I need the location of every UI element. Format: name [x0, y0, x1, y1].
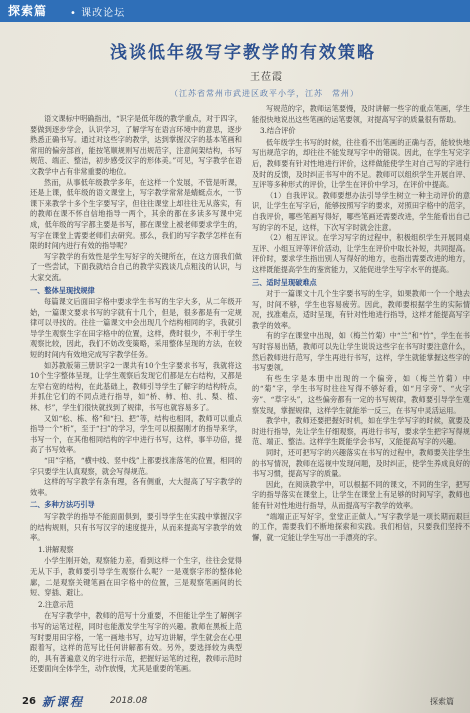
paragraph: 因此，在阅读教学中，可以根据不同的课文，不同的生字，把写字的指导落实在课堂上，让学生在课堂上有足够的时间写字，教师也能有针对性地进行指导，从而提高写字教学的效率。 — [252, 479, 470, 510]
subsection-name: • 课改论坛 — [70, 8, 126, 19]
paragraph: 有的字在课堂中出现，如（梅兰竹菊）中“兰”和“竹”，学生在书写时容易出错，教师可以先让学生说说这些字在书写时要注意什么，然后教师进行范写，学生再进行书写，这样，学生就能掌握这些字的书写要领。 — [252, 331, 470, 373]
paragraph: “端端正正写好字，堂堂正正做人。”写字教学是一项长期而艰巨的工作，需要我们不断地探索和实践。我们相信，只要我们坚持不懈，就一定能让学生写出一手漂亮的字。 — [252, 511, 470, 542]
paragraph: 同时，还可把写字的兴趣落实在书写的过程中，教师要关注学生的书写情况，教师在巡视中发现问题，及时纠正，使学生养成良好的书写习惯，提高写字的质量。 — [252, 448, 470, 479]
section-heading: 2.注意示范 — [38, 599, 74, 609]
article-affiliation: （江苏省常州市武进区政平小学，江苏 常州） — [170, 89, 359, 98]
issue-date: 2018.08 — [110, 696, 148, 706]
section-heading: 二、多种方法巧引导 — [30, 500, 95, 510]
footer-section-label: 探索篇 — [430, 697, 454, 706]
paragraph: 写规范的字，教师运笔要慢，及时讲解一些字的重点笔画，学生能很快地说出这些笔画的运笔要领，对提高写字的质量很有帮助。 — [252, 104, 470, 124]
paragraph: （1）自我评议。教师要想办法引导学生树立一种主动评价的意识，让学生在写字后，能够按照写字的要求，对照田字格中的范字，自我评价，哪些笔画写得好，哪些笔画还需要改进，学生能看出自己写的字的不足，这样，下次写字时就会注意。 — [252, 190, 470, 232]
section-heading: 1.讲解观察 — [38, 544, 74, 554]
paragraph: （2）相互评议。在学习写字的过程中，积极组织学生开展同桌互评、小组互评等评价活动，让学生在评价中取长补短，共同提高。评价时，要求学生指出别人写得好的地方，也指出需要改进的地方，这样既能提高学生的鉴赏能力，又能促进学生写字水平的提高。 — [252, 233, 470, 274]
paragraph: 教学中，教师还要把握好时机，如在学生学写字的时候，就要及时进行指导，先让学生仔细观察，再进行书写，要求学生把字写得规范、端正、整洁。这样学生既能学会书写，又能提高写字的兴趣。 — [252, 416, 470, 447]
section-heading: 3.结合评价 — [260, 126, 296, 136]
section-heading: 三、适时呈现破难点 — [252, 277, 317, 287]
article-title: 浅谈低年级写字教学的有效策略 — [110, 43, 376, 63]
left-column — [30, 114, 242, 675]
paragraph: 这样的写字教学有条有理，各有侧重，大大提高了写字教学的效率。 — [30, 477, 242, 497]
paragraph: 在写字教学中，教师的范写十分重要，不但能让学生了解例字书写的运笔过程，同时也能激发学生写字的兴趣。教师在黑板上范写时要用田字格，一笔一画地书写，边写边讲解，学生就会在心里跟着写，这样的范写比任何讲解都有效。另外，要选择较为典型的，具有普遍意义的字进行示范，把握好运笔的过程，教师示范时还要面向全体学生，动作放慢，尤其是重要的笔画。 — [30, 611, 242, 674]
paragraph: 低年级学生书写的时候，往往看不出笔画的正确与否，能较快地写出规范字的，却往往不能发现写字中的错误。因此，在学生写完字后，教师要有针对性地进行评价，这样做能使学生对自己写的字进行及时的反馈，及时纠正书写中的不足。教师可以组织学生开展自评、互评等多种形式的评价，让学生在评价中学习，在评价中提高。 — [252, 137, 470, 190]
right-column — [252, 104, 470, 543]
article-author: 王莅霞 — [250, 72, 283, 83]
paragraph: “田”字格，“横中线、竖中线”上都要找准落笔的位置，相同的字只要学生认真观察，就会写得规范。 — [30, 456, 242, 476]
paragraph: 对于一篇课文十几个生字要书写的生字，如果教师一个一个地去写，时间不够，学生也容易疲劳。因此，教师要根据学生的实际情况，找准难点，适时呈现，有针对性地进行指导，这样才能提高写字教学的效率。 — [252, 289, 470, 330]
page-number: 26 — [22, 696, 36, 707]
paragraph: 写字教学的有效性是学生写好字的关键所在，在这方面我们做了一些尝试，下面我就结合自己的教学实践谈几点粗浅的认识，与大家交流。 — [30, 251, 242, 282]
paragraph: 小学生刚开始，观察能力差，看到这样一个生字，往往会觉得无从下手，教师要引导学生观察什么呢？一是观察字形的整体轮廓，二是观察关键笔画在田字格中的位置，三是观察笔画间的长短、穿插、避让。 — [30, 556, 242, 598]
paragraph: 有些生字是本册中出现的一个偏旁，如（梅兰竹菊）中的“菊”字，学生书写时往往写得不够好看，如“月字旁”、“火字旁”、“草字头”，这些偏旁都有一定的书写规律，教师要引导学生观察发现，掌握规律，这样学生就能举一反三，在书写中灵活运用。 — [252, 373, 470, 415]
section-heading: 一、整体呈现找规律 — [30, 285, 95, 295]
page-footer — [0, 688, 470, 713]
paragraph: 如苏教版第三册识字2一课共有10个生字要求书写，我就将这10个生字整体呈现，让学生观察后发现它们都是左右结构，又都是左窄右宽的结构，在此基础上，教师引导学生了解字的结构特点，并抓住它们的不同点进行指导，如“桥、柿、柏、扎、梨、植、林、杉”，学生们很快就找到了规律，书写也就容易多了。 — [30, 360, 242, 413]
magazine-brand: 新课程 — [42, 695, 85, 709]
paragraph: 写字教学的指导不能面面俱到，要引导学生在实践中掌握汉字的结构规则，只有书写汉字的速度提升，从而来提高写字教学的效率。 — [30, 511, 242, 543]
paragraph: 然而，从事低年级教学多年，在这样一个发展，不管是听课，还是上课，低年级的语文课堂上，写字教学常常是蜻蜓点水，一节课下来教学十多个生字要写字，但往往课堂上却往往无从落实，有的教师在课不怀自信地指导一两个，其余的都在多读多写课中完成，低年级的写字都主要是书写，都在课堂上被老师要求学生的，写字在课堂上需要老师们去研究。那么，我们的写字教学怎样在有限的时间内进行有效的指导呢？ — [30, 177, 242, 251]
section-header-bar — [0, 0, 470, 22]
paragraph: 又如“松、栋、格”和“扫、把”等，结构也相同，教师可以重点指导一个“析”，至于“扫”的学习，学生可以根据刚才的指导来学，书写一个，在其他相同结构的字中进行书写，这样，事半功倍，提高了书写效率。 — [30, 413, 242, 455]
paragraph: 每篇课文后面田字格中要求学生书写的生字大多，从二年级开始，一篇课文要求书写的字就有十几个，但是，很多都是有一定规律可以寻找的。往往一篇课文中会出现几个结构相同的字，我就引导学生观察生字在田字格中的位置，这样，费时很少，不利于学生观察比较，因此，我们不妨改变策略，采用整体呈现的方法，在较短的时间内有效地完成写字教学任务。 — [30, 297, 242, 360]
section-name: 探索篇 — [8, 4, 48, 18]
paragraph: 语文课标中明确指出，“识字是低年级的教学重点，对于四字，要做到逐步学会，认识学习，了解学写在语言环境中的意思，逐步熟悉正确书写。通过对这些字的教学，达到掌握汉字的基本笔画和常用的偏旁部首，能按笔顺规则写出规范字，注意间架结构，书写规范、端正、整洁，初步感受汉字的形体美。”可见，写字教学在语文教学中占有非常重要的地位。 — [30, 114, 242, 176]
